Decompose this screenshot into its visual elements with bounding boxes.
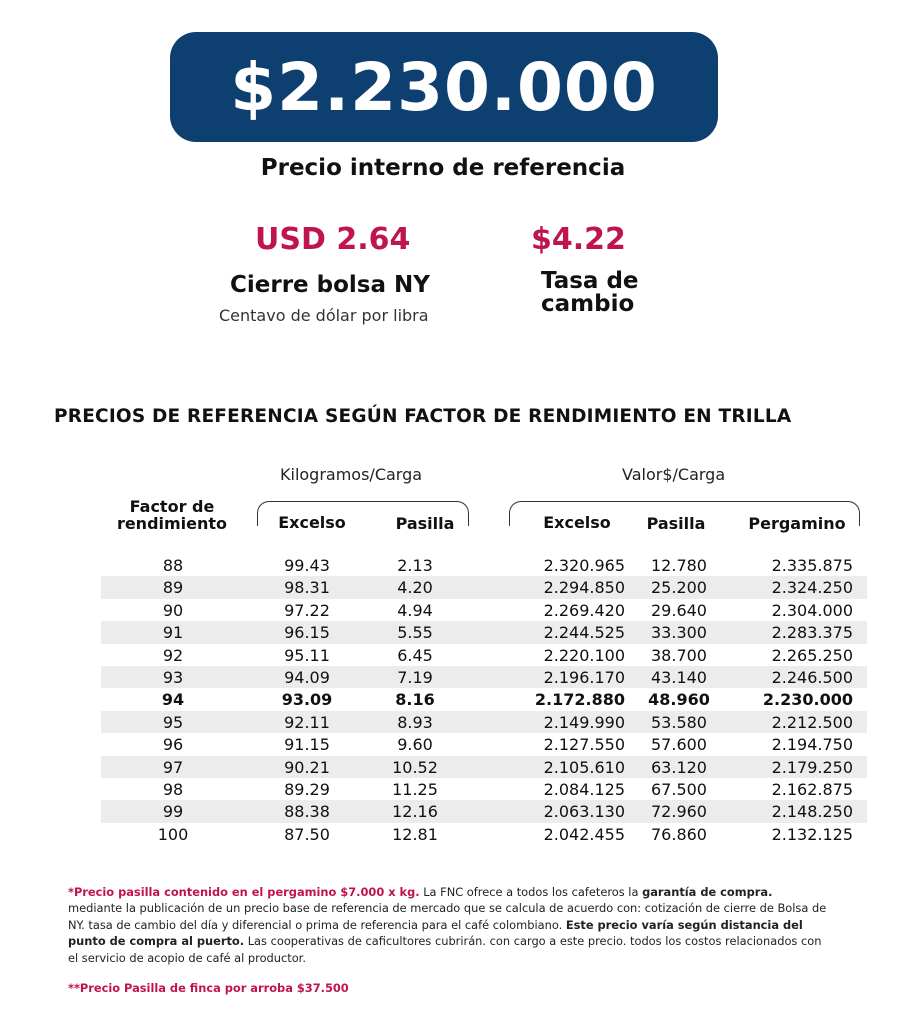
cell-v-excelso: 2.063.130 [543,802,625,822]
cell-kg-pasilla: 12.81 [392,824,438,844]
cell-v-pasilla: 29.640 [651,600,707,620]
cell-kg-pasilla: 4.94 [397,600,433,620]
cell-v-pasilla: 43.140 [651,667,707,687]
cell-v-pergamino: 2.162.875 [771,779,853,799]
ny-close-value: USD 2.64 [255,222,411,257]
table-row [101,666,867,688]
cell-kg-pasilla: 10.52 [392,757,438,777]
cell-kg-excelso: 99.43 [284,556,330,575]
cell-v-pergamino: 2.132.125 [771,824,853,844]
cell-kg-excelso: 93.09 [281,690,333,710]
footnote-text-c: mediante la publicación de un precio base de referencia de mercado que se calcula de acuerdo con: cotización de cierre de Bolsa de NY. tasa de cambio del día y diferencial o prima de referencia para el café colombiano. [68,901,827,932]
cell-factor: 94 [161,690,185,710]
cell-kg-pasilla: 2.13 [397,556,433,575]
main-price-banner [170,32,718,142]
cell-kg-excelso: 95.11 [284,645,330,665]
factor-header [108,498,236,532]
footnote-pasilla-price: *Precio pasilla contenido en el pergamino $7.000 x kg. [68,885,420,899]
footnote-text-a: La FNC ofrece a todos los cafeteros la [419,885,643,899]
cell-v-excelso: 2.172.880 [534,690,625,710]
cell-kg-excelso: 89.29 [284,779,330,799]
exchange-rate-value: $4.22 [531,222,626,257]
cell-kg-pasilla: 11.25 [392,779,438,799]
cell-kg-pasilla: 12.16 [392,802,438,822]
header-v-pasilla: Pasilla [646,514,706,533]
cell-factor: 95 [162,712,184,732]
header-kg-pasilla: Pasilla [395,514,455,533]
exchange-rate-label-line2: cambio [541,291,635,317]
cell-kg-pasilla: 8.93 [397,712,433,732]
cell-v-pasilla: 12.780 [651,556,707,575]
cell-kg-excelso: 88.38 [284,802,330,822]
cell-v-pergamino: 2.335.875 [771,556,853,575]
cell-v-excelso: 2.320.965 [543,556,625,575]
cell-kg-excelso: 97.22 [284,600,330,620]
cell-kg-excelso: 87.50 [284,824,330,844]
cell-v-pergamino: 2.246.500 [771,667,853,687]
cell-kg-pasilla: 8.16 [395,690,435,710]
table-row [101,823,867,845]
price-subtitle: Precio interno de referencia [260,155,626,181]
cell-v-excelso: 2.084.125 [543,779,625,799]
table-row [101,599,867,621]
cell-kg-excelso: 98.31 [284,578,330,598]
factor-header-line2: rendimiento [116,514,228,533]
cell-v-pergamino: 2.324.250 [771,578,853,598]
cell-v-pergamino: 2.148.250 [771,802,853,822]
cell-kg-excelso: 92.11 [284,712,330,732]
cell-v-pasilla: 25.200 [651,578,707,598]
price-table-rows [101,554,867,845]
cell-v-excelso: 2.127.550 [543,735,625,755]
exchange-rate-label-line1: Tasa de [541,268,639,294]
table-title: PRECIOS DE REFERENCIA SEGÚN FACTOR DE RENDIMIENTO EN TRILLA [54,406,792,427]
table-row [101,756,867,778]
table-row [101,621,867,643]
cell-v-pergamino: 2.179.250 [771,757,853,777]
cell-v-excelso: 2.196.170 [543,667,625,687]
cell-v-pasilla: 57.600 [651,735,707,755]
cell-factor: 92 [162,645,184,665]
cell-kg-pasilla: 4.20 [397,578,433,598]
cell-v-excelso: 2.220.100 [543,645,625,665]
cell-v-pergamino: 2.283.375 [771,623,853,643]
cell-v-excelso: 2.105.610 [543,757,625,777]
cell-v-pasilla: 76.860 [651,824,707,844]
table-row [101,688,867,710]
cell-factor: 89 [162,578,184,598]
header-v-pergamino: Pergamino [748,514,846,533]
cell-factor: 99 [162,802,184,822]
cell-factor: 96 [162,735,184,755]
cell-v-excelso: 2.042.455 [543,824,625,844]
main-price: $2.230.000 [230,48,658,126]
cell-v-pasilla: 72.960 [651,802,707,822]
footnote-text-e: Las cooperativas de caficultores cubrirán. con cargo a este precio. todos los costos relacionados con el servicio de acopio de café al productor. [68,934,822,965]
cell-kg-excelso: 94.09 [284,667,330,687]
exchange-rate-label [541,270,639,316]
cell-v-pergamino: 2.265.250 [771,645,853,665]
cell-factor: 91 [162,623,184,643]
cell-v-pasilla: 38.700 [651,645,707,665]
cell-v-pasilla: 48.960 [648,690,710,710]
table-row [101,800,867,822]
cell-v-pasilla: 33.300 [651,623,707,643]
cell-v-excelso: 2.149.990 [543,712,625,732]
cell-v-pergamino: 2.304.000 [771,600,853,620]
cell-kg-excelso: 91.15 [284,735,330,755]
cell-kg-pasilla: 5.55 [397,623,433,643]
cell-v-excelso: 2.269.420 [543,600,625,620]
cell-factor: 88 [162,556,184,575]
cell-factor: 97 [162,757,184,777]
cell-v-excelso: 2.294.850 [543,578,625,598]
ny-close-label: Cierre bolsa NY [230,272,430,298]
header-kg-excelso: Excelso [278,513,346,532]
cell-factor: 100 [157,824,189,844]
footnote-main [68,884,828,966]
group-label-kg: Kilogramos/Carga [280,465,423,484]
footnote-guarantee: garantía de compra. [642,885,773,899]
table-row [101,554,867,576]
factor-header-line1: Factor de [129,497,215,516]
group-label-valor: Valor$/Carga [622,465,726,484]
cell-v-pasilla: 63.120 [651,757,707,777]
cell-v-pergamino: 2.194.750 [771,735,853,755]
header-v-excelso: Excelso [543,513,611,532]
table-row [101,576,867,598]
cell-kg-pasilla: 9.60 [397,735,433,755]
cell-factor: 98 [162,779,184,799]
cell-kg-excelso: 96.15 [284,623,330,643]
table-row [101,778,867,800]
cell-kg-pasilla: 7.19 [397,667,433,687]
cell-v-pasilla: 67.500 [651,779,707,799]
table-row [101,733,867,755]
cell-factor: 93 [162,667,184,687]
cell-v-pergamino: 2.230.000 [762,690,853,710]
footnote-finca-price: **Precio Pasilla de finca por arroba $37.500 [68,981,349,995]
cell-kg-pasilla: 6.45 [397,645,433,665]
table-row [101,711,867,733]
table-row [101,644,867,666]
cell-kg-excelso: 90.21 [284,757,330,777]
ny-close-note: Centavo de dólar por libra [219,306,429,325]
cell-factor: 90 [162,600,184,620]
footnote-distance-note: Este precio varía según distancia del punto de compra al puerto. [68,917,803,949]
cell-v-excelso: 2.244.525 [543,623,625,643]
cell-v-pasilla: 53.580 [651,712,707,732]
cell-v-pergamino: 2.212.500 [771,712,853,732]
